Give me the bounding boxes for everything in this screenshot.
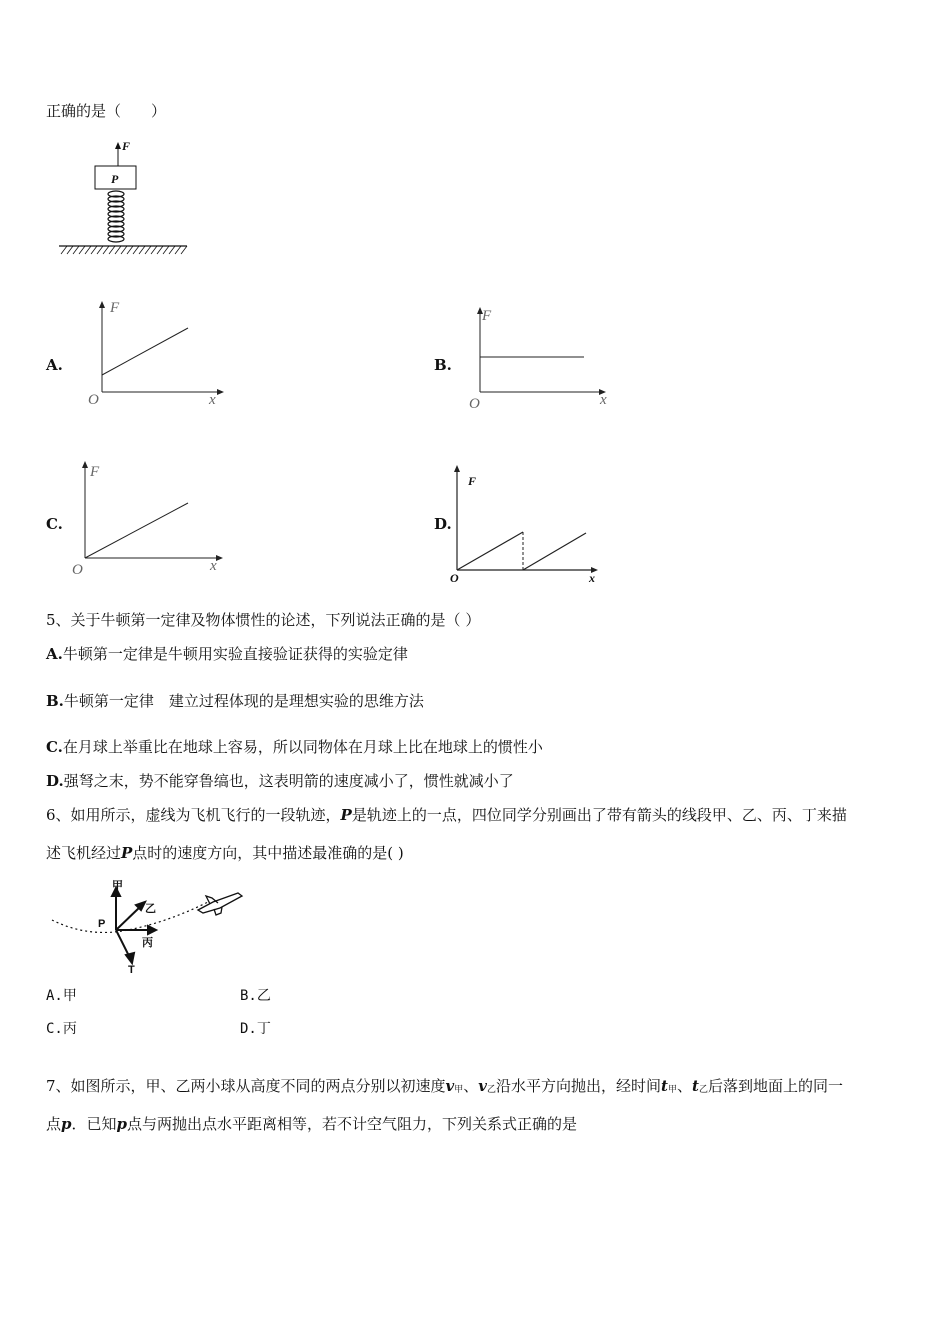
force-label: F (122, 139, 131, 153)
block-label: P (111, 172, 119, 186)
q7-stem-line2: 点p．已知p点与两抛出点水平距离相等，若不计空气阻力，下列关系式正确的是 (46, 1115, 578, 1133)
svg-text:x: x (589, 571, 595, 585)
q4-option-d-graph (448, 462, 608, 587)
svg-text:F: F (90, 464, 100, 480)
q6-option-b[interactable]: B.乙 (240, 988, 271, 1004)
arrow-yi-label: 乙 (145, 903, 156, 915)
svg-text:O: O (72, 562, 83, 578)
point-p-label: P (98, 918, 106, 930)
arrow-jia-label: 甲 (112, 880, 123, 892)
q6-stem-line2: 述飞机经过P点时的速度方向，其中描述最准确的是( ) (46, 844, 404, 862)
q4-option-c-label[interactable]: C. (46, 515, 63, 533)
q4-option-a-graph (88, 298, 228, 408)
q6-option-d[interactable]: D.丁 (240, 1021, 271, 1037)
spring-icon (108, 191, 124, 242)
svg-text:F: F (110, 300, 120, 316)
svg-text:F: F (482, 308, 492, 324)
arrow-ding-label: T (128, 964, 135, 976)
q5-stem: 5、关于牛顿第一定律及物体惯性的论述，下列说法正确的是（ ） (46, 611, 481, 629)
trajectory-figure (48, 880, 258, 975)
svg-text:x: x (600, 392, 607, 408)
q5-option-b[interactable]: B.牛顿第一定律 建立过程体现的是理想实验的思维方法 (46, 692, 424, 710)
q6-option-a[interactable]: A.甲 (46, 988, 77, 1004)
q6-option-c[interactable]: C.丙 (46, 1021, 77, 1037)
ground-hatch (61, 246, 187, 254)
svg-text:O: O (450, 571, 459, 585)
spring-figure (55, 138, 195, 258)
q4-option-c-graph (72, 458, 232, 578)
q5-option-d[interactable]: D.强弩之末，势不能穿鲁缟也，这表明箭的速度减小了，惯性就减小了 (46, 772, 514, 790)
svg-text:x: x (210, 558, 217, 574)
svg-text:O: O (469, 396, 480, 412)
svg-text:F: F (468, 474, 477, 488)
svg-text:x: x (209, 392, 216, 408)
q6-stem-line1: 6、如用所示，虚线为飞机飞行的一段轨迹，P是轨迹上的一点，四位同学分别画出了带有箭头的线段甲、乙、丙、丁来描 (46, 806, 847, 824)
q5-option-c[interactable]: C.在月球上举重比在地球上容易，所以同物体在月球上比在地球上的惯性小 (46, 738, 543, 756)
q7-stem-line1: 7、如图所示，甲、乙两小球从高度不同的两点分别以初速度$v_甲$、$v_乙$沿水平方向抛出，经时间$t_甲$、$t_乙$后落到地面上的同一 (46, 1077, 843, 1095)
q4-option-b-graph (466, 304, 616, 414)
svg-text:O: O (88, 392, 99, 408)
airplane-icon (198, 893, 242, 915)
q5-option-a[interactable]: A.牛顿第一定律是牛顿用实验直接验证获得的实验定律 (46, 645, 408, 663)
arrow-bing-label: 丙 (142, 937, 153, 949)
q4-option-d-label[interactable]: D. (434, 515, 452, 533)
q4-stem-tail: 正确的是（ ） (46, 102, 167, 120)
q4-option-a-label[interactable]: A. (46, 356, 63, 374)
q4-option-b-label[interactable]: B. (434, 356, 452, 374)
